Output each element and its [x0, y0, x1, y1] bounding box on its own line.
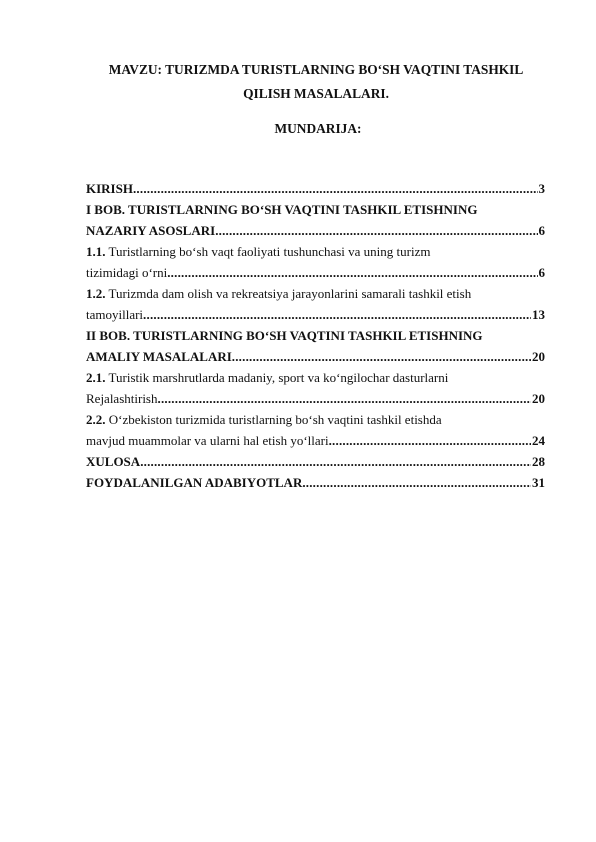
toc-page-number: 6 [538, 265, 545, 280]
title-line-2: QILISH MASALALARI. [243, 86, 389, 101]
toc-leader-dots [133, 178, 538, 199]
toc-leader-dots [215, 220, 537, 241]
toc-entry-text: FOYDALANILGAN ADABIYOTLAR [86, 475, 303, 490]
toc-entry-1-1-line1[interactable] [86, 241, 545, 262]
toc-section-number: 1.2. [86, 286, 106, 301]
toc-leader-dots [232, 346, 531, 367]
toc-page-number: 6 [538, 223, 545, 238]
toc-entry-text: KIRISH [86, 181, 133, 196]
toc-leader-dots [140, 451, 531, 472]
toc-heading: MUNDARIJA: [274, 121, 362, 136]
toc-leader-dots [158, 388, 532, 409]
toc-page-number: 31 [532, 475, 545, 490]
toc-entry-text: Turizmda dam olish va rekreatsiya jarayonlarini samarali tashkil etish [105, 286, 472, 301]
toc-entry-text: Turistlarning bo‘sh vaqt faoliyati tushunchasi va uning turizm [105, 244, 431, 259]
toc-entry-kirish[interactable] [86, 178, 545, 199]
toc-section-number: 2.2. [86, 412, 106, 427]
toc-entry-1-2-line2[interactable] [86, 304, 545, 325]
title-line-1: MAVZU: TURIZMDA TURISTLARNING BO‘SH VAQTINI TASHKIL [108, 62, 524, 77]
toc-entry-bob1-line2[interactable] [86, 220, 545, 241]
toc-page-number: 13 [532, 307, 545, 322]
toc-entry-text: mavjud muammolar va ularni hal etish yo‘llari [86, 433, 329, 448]
toc-entry-text: tamoyillari [86, 307, 144, 322]
toc-entry-xulosa[interactable] [86, 451, 545, 472]
toc-entry-text: XULOSA [86, 454, 141, 469]
toc-entry-text: NAZARIY ASOSLARI [86, 223, 216, 238]
toc-entry-2-1-line1[interactable] [86, 367, 545, 388]
toc-page-number: 3 [538, 181, 545, 196]
toc-section-number: 2.1. [86, 370, 106, 385]
table-of-contents [86, 178, 545, 493]
toc-entry-bob2-line2[interactable] [86, 346, 545, 367]
toc-entry-text: Turistik marshrutlarda madaniy, sport va ko‘ngilochar dasturlarni [105, 370, 449, 385]
toc-entry-2-1-line2[interactable] [86, 388, 545, 409]
toc-entry-text: II BOB. TURISTLARNING BO‘SH VAQTINI TASHKIL ETISHNING [86, 328, 483, 343]
toc-entry-2-2-line2[interactable] [86, 430, 545, 451]
toc-entry-bob1-line1[interactable] [86, 199, 545, 220]
toc-entry-1-1-line2[interactable] [86, 262, 545, 283]
toc-entry-2-2-line1[interactable] [86, 409, 545, 430]
toc-entry-text: I BOB. TURISTLARNING BO‘SH VAQTINI TASHKIL ETISHNING [86, 202, 478, 217]
toc-page-number: 20 [532, 349, 545, 364]
toc-entry-text: Rejalashtirish [86, 391, 158, 406]
toc-leader-dots [302, 472, 531, 493]
toc-section-number: 1.1. [86, 244, 106, 259]
toc-leader-dots [143, 304, 531, 325]
toc-leader-dots [329, 430, 531, 451]
toc-entry-adabiyotlar[interactable] [86, 472, 545, 493]
toc-entry-text: O‘zbekiston turizmida turistlarning bo‘sh vaqtini tashkil etishda [105, 412, 442, 427]
document-title [70, 58, 562, 106]
toc-entry-text: tizimidagi o‘rni [86, 265, 168, 280]
toc-page-number: 24 [532, 433, 545, 448]
toc-entry-bob2-line1[interactable] [86, 325, 545, 346]
toc-page-number: 20 [532, 391, 545, 406]
toc-entry-text: AMALIY MASALALARI [86, 349, 232, 364]
toc-leader-dots [167, 262, 537, 283]
toc-page-number: 28 [532, 454, 545, 469]
toc-entry-1-2-line1[interactable] [86, 283, 545, 304]
